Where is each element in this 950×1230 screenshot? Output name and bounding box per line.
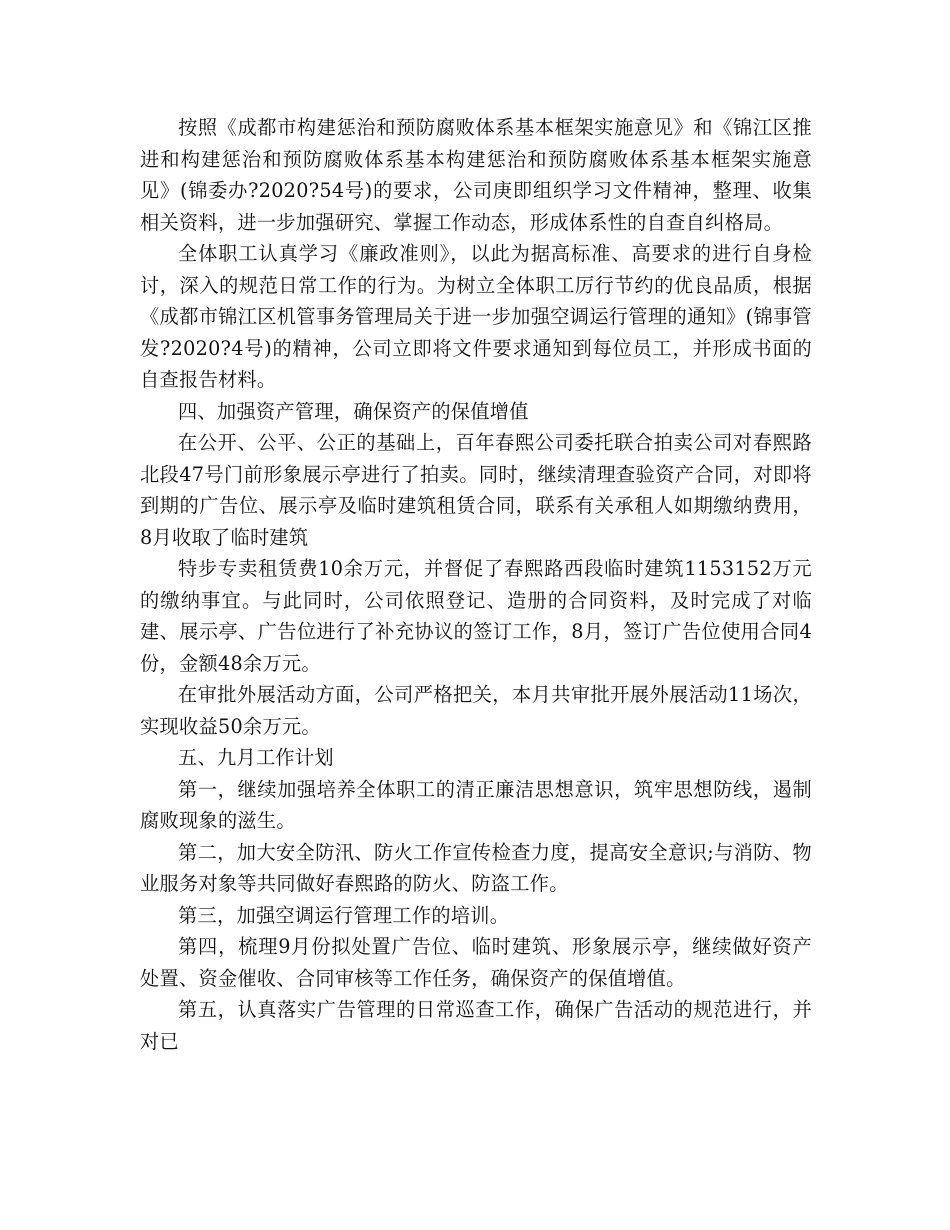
- paragraph-integrity-study: 全体职工认真学习《廉政准则》，以此为据高标准、高要求的进行自身检讨，深入的规范日常工作的行为。为树立全体职工厉行节约的优良品质，根据《成都市锦江区机管事务管理局关于进一步加强空调运行管理的通知》(锦事管发?2020?4号)的精神，公司立即将文件要求通知到每位员工，并形成书面的自查报告材料。: [140, 242, 812, 391]
- paragraph-anti-corruption-framework: 按照《成都市构建惩治和预防腐败体系基本框架实施意见》和《锦江区推进和构建惩治和预防腐败体系基本构建惩治和预防腐败体系基本框架实施意见》(锦委办?2020?54号)的要求，公司庚即组织学习文件精神，整理、收集相关资料，进一步加强研究、掌握工作动态，形成体系性的自查自纠格局。: [140, 116, 812, 234]
- section-heading-september-plan: 五、九月工作计划: [178, 746, 334, 769]
- section-heading-asset-management: 四、加强资产管理，确保资产的保值增值: [178, 399, 529, 423]
- paragraph-exhibition-approval: 在审批外展活动方面，公司严格把关，本月共审批开展外展活动11场次，实现收益50余万元。: [140, 683, 812, 738]
- plan-item-5: 第五，认真落实广告管理的日常巡查工作，确保广告活动的规范进行，并对已: [140, 998, 812, 1053]
- plan-item-2: 第二，加大安全防汛、防火工作宣传检查力度，提高安全意识;与消防、物业服务对象等共同做好春熙路的防火、防盗工作。: [140, 840, 812, 895]
- plan-item-4: 第四，梳理9月份拟处置广告位、临时建筑、形象展示亭，继续做好资产处置、资金催收、合同审核等工作任务，确保资产的保值增值。: [140, 935, 812, 990]
- plan-item-1: 第一，继续加强培养全体职工的清正廉洁思想意识，筑牢思想防线，遏制腐败现象的滋生。: [140, 777, 812, 832]
- document-body: [140, 112, 812, 1057]
- paragraph-auction: 在公开、公平、公正的基础上，百年春熙公司委托联合拍卖公司对春熙路北段47号门前形象展示亭进行了拍卖。同时，继续清理查验资产合同，对即将到期的广告位、展示亭及临时建筑租赁合同，联系有关承租人如期缴纳费用，8月收取了临时建筑: [140, 431, 812, 549]
- paragraph-rent-collection: 特步专卖租赁费10余万元，并督促了春熙路西段临时建筑1153152万元的缴纳事宜。与此同时，公司依照登记、造册的合同资料，及时完成了对临建、展示亭、广告位进行了补充协议的签订工作，8月，签订广告位使用合同4份，金额48余万元。: [140, 557, 812, 675]
- plan-item-3: 第三，加强空调运行管理工作的培训。: [178, 903, 510, 927]
